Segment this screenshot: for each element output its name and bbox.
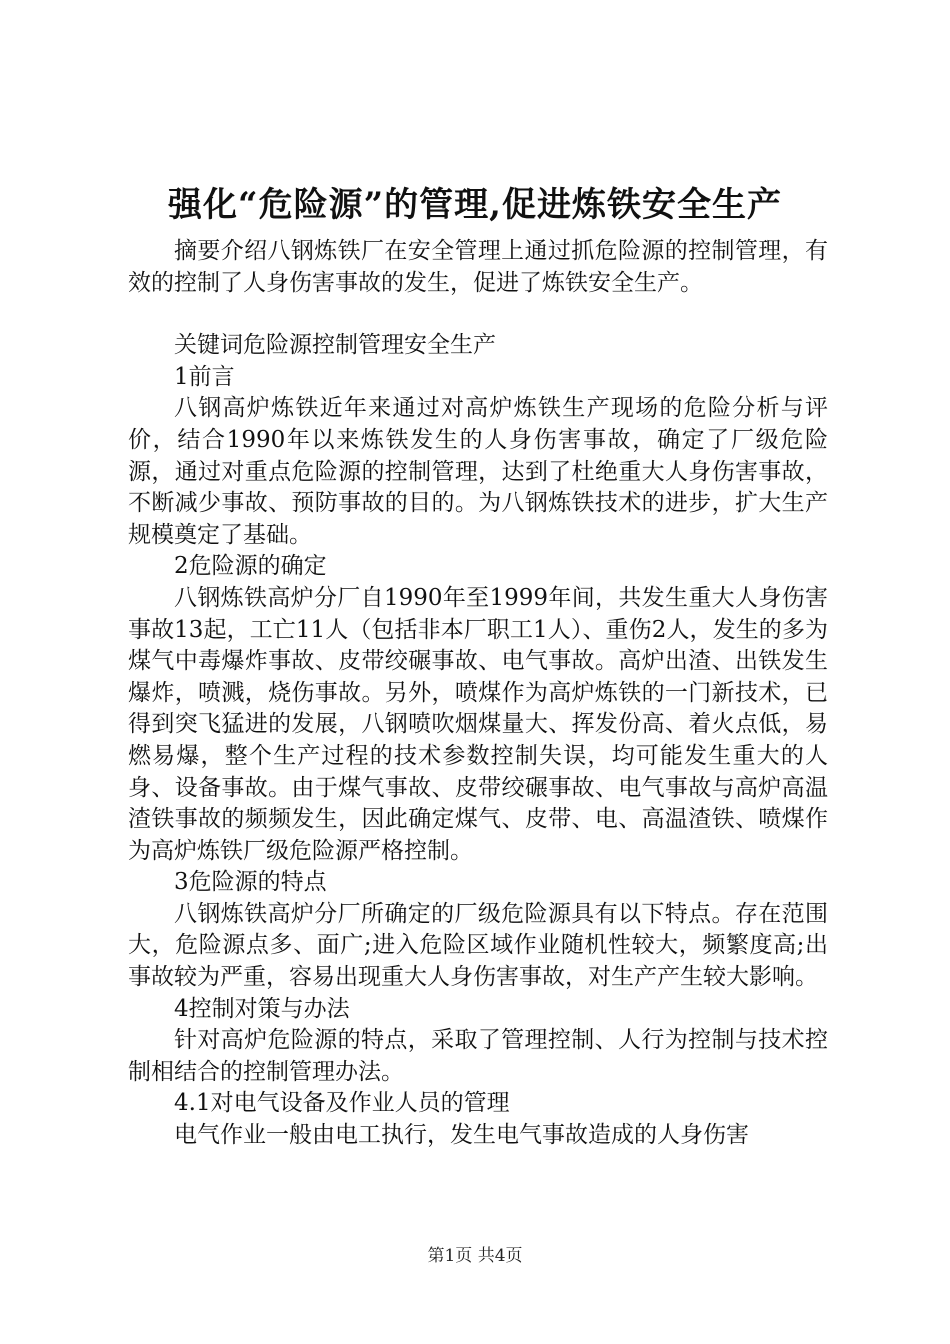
abstract-paragraph: 摘要介绍八钢炼铁厂在安全管理上通过抓危险源的控制管理，有效的控制了人身伤害事故的发生，促进了炼铁安全生产。 [128,238,828,296]
document-body [128,236,828,1152]
page-footer: 第1页 共4页 [427,1246,523,1266]
section-3-paragraph: 八钢炼铁高炉分厂所确定的厂级危险源具有以下特点。存在范围大，危险源点多、面广;进入危险区域作业随机性较大，频繁度高;出事故较为严重，容易出现重大人身伤害事故，对生产产生较大影响。 [128,900,828,991]
section-2-paragraph: 八钢炼铁高炉分厂自1990年至1999年间，共发生重大人身伤害事故13起，工亡11人（包括非本厂职工1人）、重伤2人，发生的多为煤气中毒爆炸事故、皮带绞碾事故、电气事故。高炉出渣、出铁发生爆炸，喷溅，烧伤事故。另外，喷煤作为高炉炼铁的一门新技术，已得到突飞猛进的发展，八钢喷吹烟煤量大、挥发份高、着火点低，易燃易爆，整个生产过程的技术参数控制失误，均可能发生重大的人身、设备事故。由于煤气事故、皮带绞碾事故、电气事故与高炉高温渣铁事故的频频发生，因此确定煤气、皮带、电、高温渣铁、喷煤作为高炉炼铁厂级危险源严格控制。 [128,584,828,864]
keywords-line: 关键词危险源控制管理安全生产 [174,332,496,359]
document-title: 强化“危险源”的管理,促进炼铁安全生产 [168,185,782,225]
section-4-1-paragraph: 电气作业一般由电工执行，发生电气事故造成的人身伤害 [174,1122,749,1149]
section-heading-4: 4控制对策与办法 [174,995,350,1022]
section-heading-3: 3危险源的特点 [174,869,327,896]
section-4-paragraph: 针对高炉危险源的特点，采取了管理控制、人行为控制与技术控制相结合的控制管理办法。 [128,1027,828,1085]
section-1-paragraph: 八钢高炉炼铁近年来通过对高炉炼铁生产现场的危险分析与评价，结合1990年以来炼铁发生的人身伤害事故，确定了厂级危险源，通过对重点危险源的控制管理，达到了杜绝重大人身伤害事故，不断减少事故、预防事故的目的。为八钢炼铁技术的进步，扩大生产规模奠定了基础。 [128,395,828,548]
section-heading-4-1: 4.1对电气设备及作业人员的管理 [174,1090,510,1117]
section-heading-1: 1前言 [174,363,235,390]
section-heading-2: 2危险源的确定 [174,553,327,580]
